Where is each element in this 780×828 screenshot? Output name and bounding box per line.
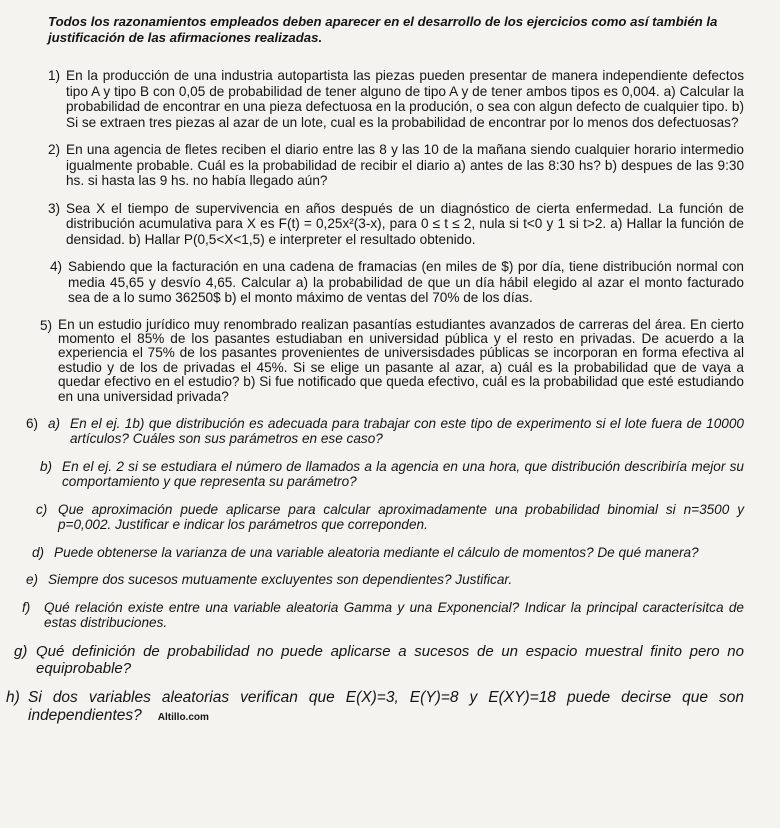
question-4 <box>50 259 744 306</box>
altillo-watermark: Altillo.com <box>157 711 209 723</box>
question-1 <box>48 68 744 130</box>
question-number: 5) <box>40 317 53 333</box>
subquestion-label: e) <box>26 572 39 588</box>
subquestion-text: Que aproximación puede aplicarse para calcular aproximadamente una probabilidad binomial si n=3500 y p=0,002. Justificar e indicar los parámetros que correponden. <box>58 501 744 533</box>
subquestion-text <box>28 689 744 727</box>
subquestion-text: Siempre dos sucesos mutuamente excluyentes son dependientes? Justificar. <box>48 572 513 588</box>
question-text: Sabiendo que la facturación en una cadena de framacias (en miles de $) por día, tiene distribución normal con media 45,65 y desvío 4,65. Calcular a) la probabilidad de que un día hábil elegido al azar el monto facturado sea de a lo sumo 36250$ b) el monto máximo de ventas del 70% de los días. <box>68 259 744 305</box>
question-6c <box>36 502 744 533</box>
question-text: En la producción de una industria autopartista las piezas pueden presentar de manera independiente defectos tipo A y tipo B con 0,05 de probabilidad de tener alguno de tipo A y de tener ambos tipos es 0,004. a) Calcular la probabilidad de encontrar en una pieza defectuosa en la produción, o sea con algun defecto de cualquier tipo. b) Si se extraen tres piezas al azar de un lote, cual es la probabilidad de encontrar por lo menos dos defectuosas? <box>66 68 744 130</box>
question-text: En una agencia de fletes reciben el diario entre las 8 y las 10 de la mañana siendo cualquier horario intermedio igualmente probable. Cuál es la probabilidad de recibir el diario a) antes de las 8:30 hs? b) despues de las 9:30 hs. si hasta las 9 hs. no había llegado aún? <box>66 142 744 188</box>
question-number: 6) <box>26 415 39 431</box>
instructions-header: Todos los razonamientos empleados deben aparecer en el desarrollo de los ejercicios como así también la justificación de las afirmaciones realizadas. <box>48 14 718 45</box>
subquestion-text: En el ej. 2 si se estudiara el número de llamados a la agencia en una hora, que distribución describiría mejor su comportamiento y que representa su parámetro? <box>62 458 744 490</box>
subquestion-label: b) <box>40 458 53 474</box>
question-6e <box>26 572 744 588</box>
subquestion-h-body: Si dos variables aleatorias verifican que E(X)=3, E(Y)=8 y E(XY)=18 puede decirse que son independientes? <box>28 688 744 724</box>
subquestion-text: Qué definición de probabilidad no puede aplicarse a sucesos de un espacio muestral finito pero no equiprobable? <box>36 642 744 677</box>
question-6h <box>6 689 744 727</box>
subquestion-text: En el ej. 1b) que distribución es adecuada para trabajar con este tipo de experimento si el lote fuera de 10000 artículos? Cuáles son sus parámetros en ese caso? <box>70 415 744 447</box>
subquestion-label: f) <box>22 599 31 615</box>
subquestion-label: h) <box>6 688 20 706</box>
question-6g <box>14 643 744 677</box>
question-number: 3) <box>48 200 61 216</box>
question-number: 2) <box>48 142 61 157</box>
subquestion-text: Qué relación existe entre una variable aleatoria Gamma y una Exponencial? Indicar la principal caracterísitca de estas distribuciones. <box>44 599 744 631</box>
subquestion-label: a) <box>48 415 61 431</box>
subquestion-label: g) <box>14 642 28 660</box>
question-3 <box>48 201 744 248</box>
question-number: 4) <box>50 259 63 274</box>
subquestion-label: c) <box>36 501 48 517</box>
question-6a <box>26 416 744 447</box>
question-6b <box>40 459 744 490</box>
question-5 <box>40 318 744 404</box>
subquestion-text: Puede obtenerse la varianza de una variable aleatoria mediante el cálculo de momentos? De qué manera? <box>54 544 699 560</box>
question-6f <box>22 600 744 631</box>
subquestion-label: d) <box>32 544 45 560</box>
question-text: Sea X el tiempo de supervivencia en años después de un diagnóstico de cierta enfermedad. La función de distribución acumulativa para X es F(t) = 0,25x²(3-x), para 0 ≤ t ≤ 2, nula si t<0 y 1 si t>2. a) Hallar la función de densidad. b) Hallar P(0,5<X<1,5) e interpreter el resultado obtenido. <box>66 200 744 247</box>
question-2 <box>48 142 744 189</box>
question-text: En un estudio jurídico muy renombrado realizan pasantías estudiantes avanzados de carreras del área. En cierto momento el 85% de los pasantes estudiaban en universidad pública y el resto en privadas. De acuerdo a la experiencia el 75% de los pasantes provenientes de universisdades públicas se incorporan en forma efectiva al estudio y de los de privadas el 45%. Si se elige un pasante al azar, a) cuál es la probabilidad que de vaya a quedar efectivo en el estudio? b) Si fue notificado que queda efectivo, cuál es la probabilidad que esté estudiando en una universidad privada? <box>58 316 744 404</box>
question-number: 1) <box>48 68 61 83</box>
question-6d <box>32 545 744 561</box>
